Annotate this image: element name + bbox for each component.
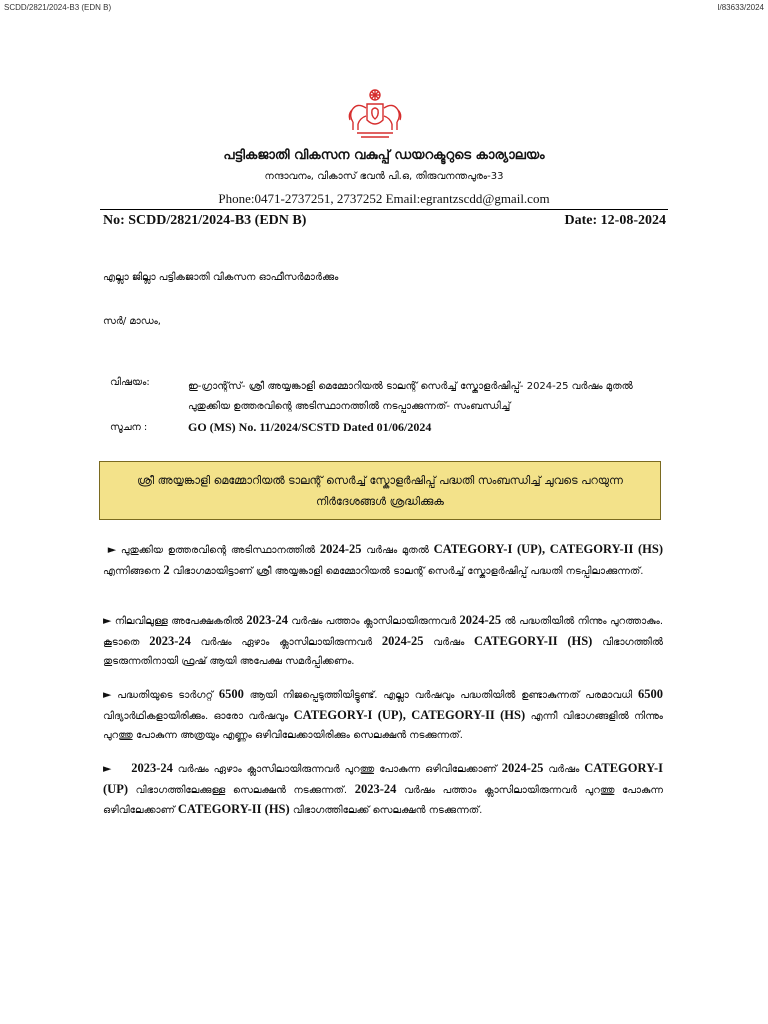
addressee: എല്ലാ ജില്ലാ പട്ടികജാതി വികസന ഓഫീസർമാർക്കും xyxy=(103,272,339,283)
bullet-triangle-icon: ► xyxy=(103,614,112,627)
reference-text: GO (MS) No. 11/2024/SCSTD Dated 01/06/2024 xyxy=(188,420,432,434)
page-header-ref-number: I/83633/2024 xyxy=(717,3,764,12)
subject-text: ഇ-ഗ്രാന്റ്സ്- ശ്രീ അയ്യങ്കാളി മെമ്മോറിയൽ ടാലന്റ് സെർച്ച് സ്കോളർഷിപ്പ്- 2024-25 വർഷം മുതൽ പുതുക്കിയ ഉത്തരവിന്റെ അടിസ്ഥാനത്തിൽ നടപ്പാക്കുന്നത്- സംബന്ധിച്ച് xyxy=(188,381,633,412)
paragraph-1: ► പുതുക്കിയ ഉത്തരവിന്റെ അടിസ്ഥാനത്തിൽ 2024-25 വർഷം മുതൽ CATEGORY-I (UP), CATEGORY-II (HS) എന്നിങ്ങനെ 2 വിഭാഗമായിട്ടാണ് ശ്രീ അയ്യങ്കാളി മെമ്മോറിയൽ ടാലന്റ് സെർച്ച് സ്കോളർഷിപ്പ് പദ്ധതി നടപ്പിലാക്കുന്നത്. xyxy=(103,542,663,577)
paragraph-2: ► നിലവിലുള്ള അപേക്ഷകരിൽ 2023-24 വർഷം പത്താം ക്ലാസിലായിരുന്നവർ 2024-25 ൽ പദ്ധതിയിൽ നിന്നും പുറത്താകും. കൂടാതെ 2023-24 വർഷം ഏഴാം ക്ലാസിലായിരുന്നവർ 2024-25 വർഷം CATEGORY-II (HS) വിഭാഗത്തിൽ തുടരുന്നതിനായി ഫ്രഷ് ആയി അപേക്ഷ സമർപ്പിക്കണം. xyxy=(103,613,663,667)
letter-number: No: SCDD/2821/2024-B3 (EDN B) xyxy=(103,213,307,228)
notice-box xyxy=(99,461,661,520)
bullet-triangle-icon: ► xyxy=(103,762,112,775)
subject-label: വിഷയം: xyxy=(110,377,150,388)
office-contact: Phone:0471-2737251, 2737252 Email:egrantzscdd@gmail.com xyxy=(218,191,550,206)
header-divider xyxy=(100,209,668,210)
office-title: പട്ടികജാതി വികസന വകുപ്പ് ഡയറക്ടറുടെ കാര്യാലയം xyxy=(223,148,545,163)
notice-line-2: നിർദേശങ്ങൾ ശ്രദ്ധിക്കുക xyxy=(316,495,444,508)
letter-date: Date: 12-08-2024 xyxy=(564,213,666,228)
bullet-triangle-icon: ► xyxy=(107,543,117,556)
bullet-triangle-icon: ► xyxy=(103,688,112,701)
office-address: നന്ദാവനം, വികാസ് ഭവൻ പി.ഒ, തിരുവനന്തപുരം-33 xyxy=(264,171,504,182)
page-header-file-number: SCDD/2821/2024-B3 (EDN B) xyxy=(4,3,112,12)
salutation: സർ/ മാഡം, xyxy=(103,316,161,327)
paragraph-4: ► 2023-24 വർഷം ഏഴാം ക്ലാസിലായിരുന്നവർ പുറത്തു പോകുന്ന ഒഴിവിലേക്കാണ് 2024-25 വർഷം CATEGORY-I (UP) വിഭാഗത്തിലേക്കുള്ള സെലക്ഷൻ നടക്കുന്നത്. 2023-24 വർഷം പത്താം ക്ലാസിലായിരുന്നവർ പുറത്തു പോകുന്ന ഒഴിവിലേക്കാണ് CATEGORY-II (HS) വിഭാഗത്തിലേക്ക് സെലക്ഷൻ നടക്കുന്നത്. xyxy=(103,761,663,816)
paragraph-3: ► പദ്ധതിയുടെ ടാർഗറ്റ് 6500 ആയി നിജപ്പെടുത്തിയിട്ടുണ്ട്. എല്ലാ വർഷവും പദ്ധതിയിൽ ഉണ്ടാകുന്നത് പരമാവധി 6500 വിദ്യാർഥികളായിരിക്കും. ഓരോ വർഷവും CATEGORY-I (UP), CATEGORY-II (HS) എന്നീ വിഭാഗങ്ങളിൽ നിന്നും പുറത്തു പോകുന്ന അത്രയും എണ്ണം ഒഴിവിലേക്കായിരിക്കും സെലക്ഷൻ നടക്കുന്നത്. xyxy=(103,687,663,741)
kerala-state-emblem-icon xyxy=(345,86,405,144)
notice-line-1: ശ്രീ അയ്യങ്കാളി മെമ്മോറിയൽ ടാലന്റ് സെർച്ച് സ്കോളർഷിപ്പ് പദ്ധതി സംബന്ധിച്ച് ചുവടെ പറയുന്ന xyxy=(137,474,623,487)
reference-label: സൂചന : xyxy=(110,422,148,433)
